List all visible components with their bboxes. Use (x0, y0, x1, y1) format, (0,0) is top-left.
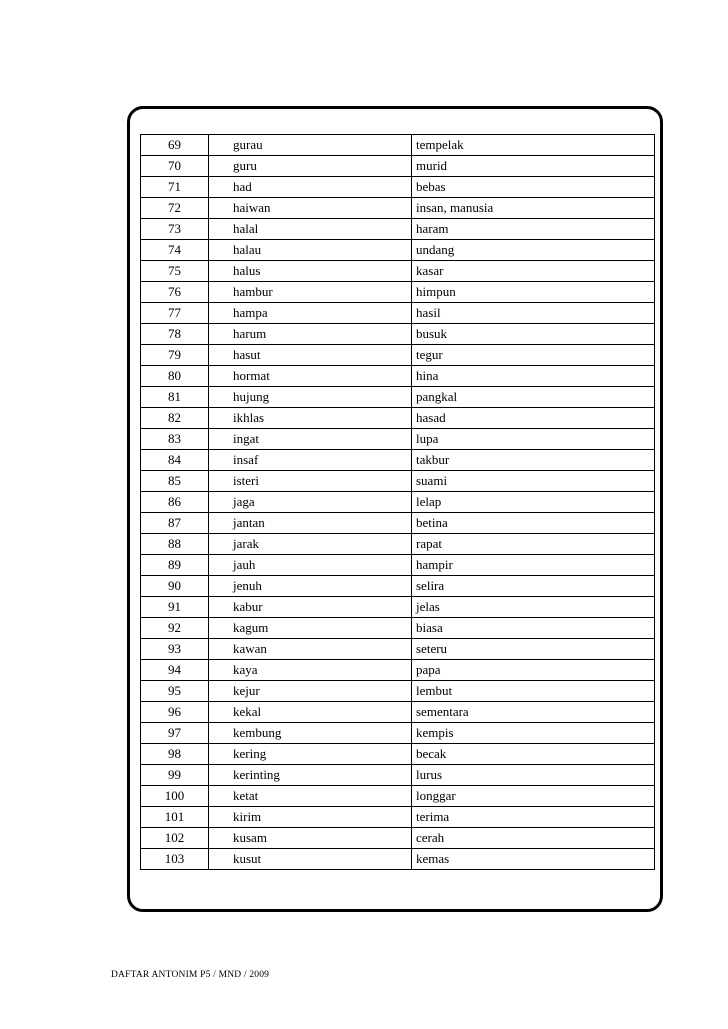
row-number: 80 (141, 366, 209, 387)
table-row (141, 849, 655, 870)
row-number: 73 (141, 219, 209, 240)
word-cell: ketat (209, 786, 412, 807)
table-row (141, 198, 655, 219)
word-cell: kusut (209, 849, 412, 870)
word-cell: jaga (209, 492, 412, 513)
row-number: 102 (141, 828, 209, 849)
table-row (141, 534, 655, 555)
table-row (141, 345, 655, 366)
antonym-cell: busuk (412, 324, 655, 345)
table-row (141, 366, 655, 387)
word-cell: kusam (209, 828, 412, 849)
word-cell: hujung (209, 387, 412, 408)
row-number: 71 (141, 177, 209, 198)
row-number: 100 (141, 786, 209, 807)
table-row (141, 660, 655, 681)
row-number: 95 (141, 681, 209, 702)
word-cell: insaf (209, 450, 412, 471)
antonym-cell: longgar (412, 786, 655, 807)
row-number: 75 (141, 261, 209, 282)
word-cell: isteri (209, 471, 412, 492)
row-number: 81 (141, 387, 209, 408)
antonym-cell: papa (412, 660, 655, 681)
antonym-table (140, 134, 655, 870)
antonym-cell: murid (412, 156, 655, 177)
word-cell: hormat (209, 366, 412, 387)
table-row (141, 261, 655, 282)
row-number: 83 (141, 429, 209, 450)
row-number: 85 (141, 471, 209, 492)
row-number: 89 (141, 555, 209, 576)
antonym-cell: rapat (412, 534, 655, 555)
table-row (141, 303, 655, 324)
table-row (141, 618, 655, 639)
antonym-cell: lurus (412, 765, 655, 786)
table-row (141, 387, 655, 408)
word-cell: kirim (209, 807, 412, 828)
page-footer: DAFTAR ANTONIM P5 / MND / 2009 (111, 970, 270, 980)
antonym-cell: haram (412, 219, 655, 240)
table-row (141, 702, 655, 723)
word-cell: had (209, 177, 412, 198)
row-number: 84 (141, 450, 209, 471)
word-cell: halus (209, 261, 412, 282)
table-row (141, 639, 655, 660)
word-cell: halau (209, 240, 412, 261)
antonym-cell: seteru (412, 639, 655, 660)
row-number: 90 (141, 576, 209, 597)
antonym-cell: lembut (412, 681, 655, 702)
row-number: 96 (141, 702, 209, 723)
table-row (141, 408, 655, 429)
table-row (141, 282, 655, 303)
word-cell: jenuh (209, 576, 412, 597)
row-number: 93 (141, 639, 209, 660)
table-row (141, 492, 655, 513)
word-cell: kerinting (209, 765, 412, 786)
antonym-cell: cerah (412, 828, 655, 849)
row-number: 86 (141, 492, 209, 513)
word-cell: jantan (209, 513, 412, 534)
row-number: 69 (141, 135, 209, 156)
table-row (141, 597, 655, 618)
antonym-cell: hasad (412, 408, 655, 429)
table-row (141, 219, 655, 240)
antonym-cell: himpun (412, 282, 655, 303)
row-number: 88 (141, 534, 209, 555)
word-cell: gurau (209, 135, 412, 156)
antonym-cell: insan, manusia (412, 198, 655, 219)
table-row (141, 471, 655, 492)
antonym-cell: becak (412, 744, 655, 765)
row-number: 92 (141, 618, 209, 639)
table-row (141, 681, 655, 702)
word-cell: kekal (209, 702, 412, 723)
table-row (141, 156, 655, 177)
antonym-cell: lupa (412, 429, 655, 450)
row-number: 70 (141, 156, 209, 177)
antonym-cell: pangkal (412, 387, 655, 408)
word-cell: kabur (209, 597, 412, 618)
antonym-cell: jelas (412, 597, 655, 618)
word-cell: kawan (209, 639, 412, 660)
antonym-cell: biasa (412, 618, 655, 639)
table-row (141, 324, 655, 345)
row-number: 87 (141, 513, 209, 534)
antonym-cell: betina (412, 513, 655, 534)
word-cell: halal (209, 219, 412, 240)
antonym-table-body (141, 135, 655, 870)
row-number: 94 (141, 660, 209, 681)
table-row (141, 429, 655, 450)
row-number: 82 (141, 408, 209, 429)
antonym-cell: lelap (412, 492, 655, 513)
row-number: 76 (141, 282, 209, 303)
table-row (141, 744, 655, 765)
word-cell: ingat (209, 429, 412, 450)
antonym-cell: kemas (416, 851, 450, 866)
antonym-cell: hampir (412, 555, 655, 576)
row-number: 91 (141, 597, 209, 618)
table-row (141, 828, 655, 849)
word-cell: hasut (209, 345, 412, 366)
row-number: 98 (141, 744, 209, 765)
row-number: 101 (141, 807, 209, 828)
row-number: 78 (141, 324, 209, 345)
antonym-cell: suami (412, 471, 655, 492)
antonym-cell: terima (412, 807, 655, 828)
antonym-cell: kempis (412, 723, 655, 744)
word-cell: jarak (209, 534, 412, 555)
antonym-cell: kasar (412, 261, 655, 282)
antonym-cell: sementara (412, 702, 655, 723)
row-number: 72 (141, 198, 209, 219)
table-row (141, 513, 655, 534)
antonym-cell: selira (412, 576, 655, 597)
word-cell: harum (209, 324, 412, 345)
table-row (141, 135, 655, 156)
antonym-cell: undang (412, 240, 655, 261)
row-number: 97 (141, 723, 209, 744)
antonym-cell: tempelak (412, 135, 655, 156)
table-row (141, 786, 655, 807)
table-row (141, 555, 655, 576)
word-cell: guru (209, 156, 412, 177)
word-cell: haiwan (209, 198, 412, 219)
row-number: 74 (141, 240, 209, 261)
word-cell: jauh (209, 555, 412, 576)
word-cell: kering (209, 744, 412, 765)
table-row (141, 576, 655, 597)
antonym-cell: bebas (412, 177, 655, 198)
row-number: 77 (141, 303, 209, 324)
antonym-cell: tegur (412, 345, 655, 366)
word-cell: kejur (209, 681, 412, 702)
antonym-cell: hina (412, 366, 655, 387)
table-row (141, 240, 655, 261)
word-cell: ikhlas (209, 408, 412, 429)
table-row (141, 765, 655, 786)
row-number: 99 (141, 765, 209, 786)
word-cell: kembung (209, 723, 412, 744)
antonym-cell: hasil (412, 303, 655, 324)
table-row (141, 723, 655, 744)
table-row (141, 807, 655, 828)
word-cell: hampa (209, 303, 412, 324)
table-row (141, 177, 655, 198)
row-number: 103 (141, 849, 209, 870)
antonym-cell: takbur (412, 450, 655, 471)
word-cell: kaya (209, 660, 412, 681)
table-row (141, 450, 655, 471)
word-cell: hambur (209, 282, 412, 303)
row-number: 79 (141, 345, 209, 366)
word-cell: kagum (209, 618, 412, 639)
